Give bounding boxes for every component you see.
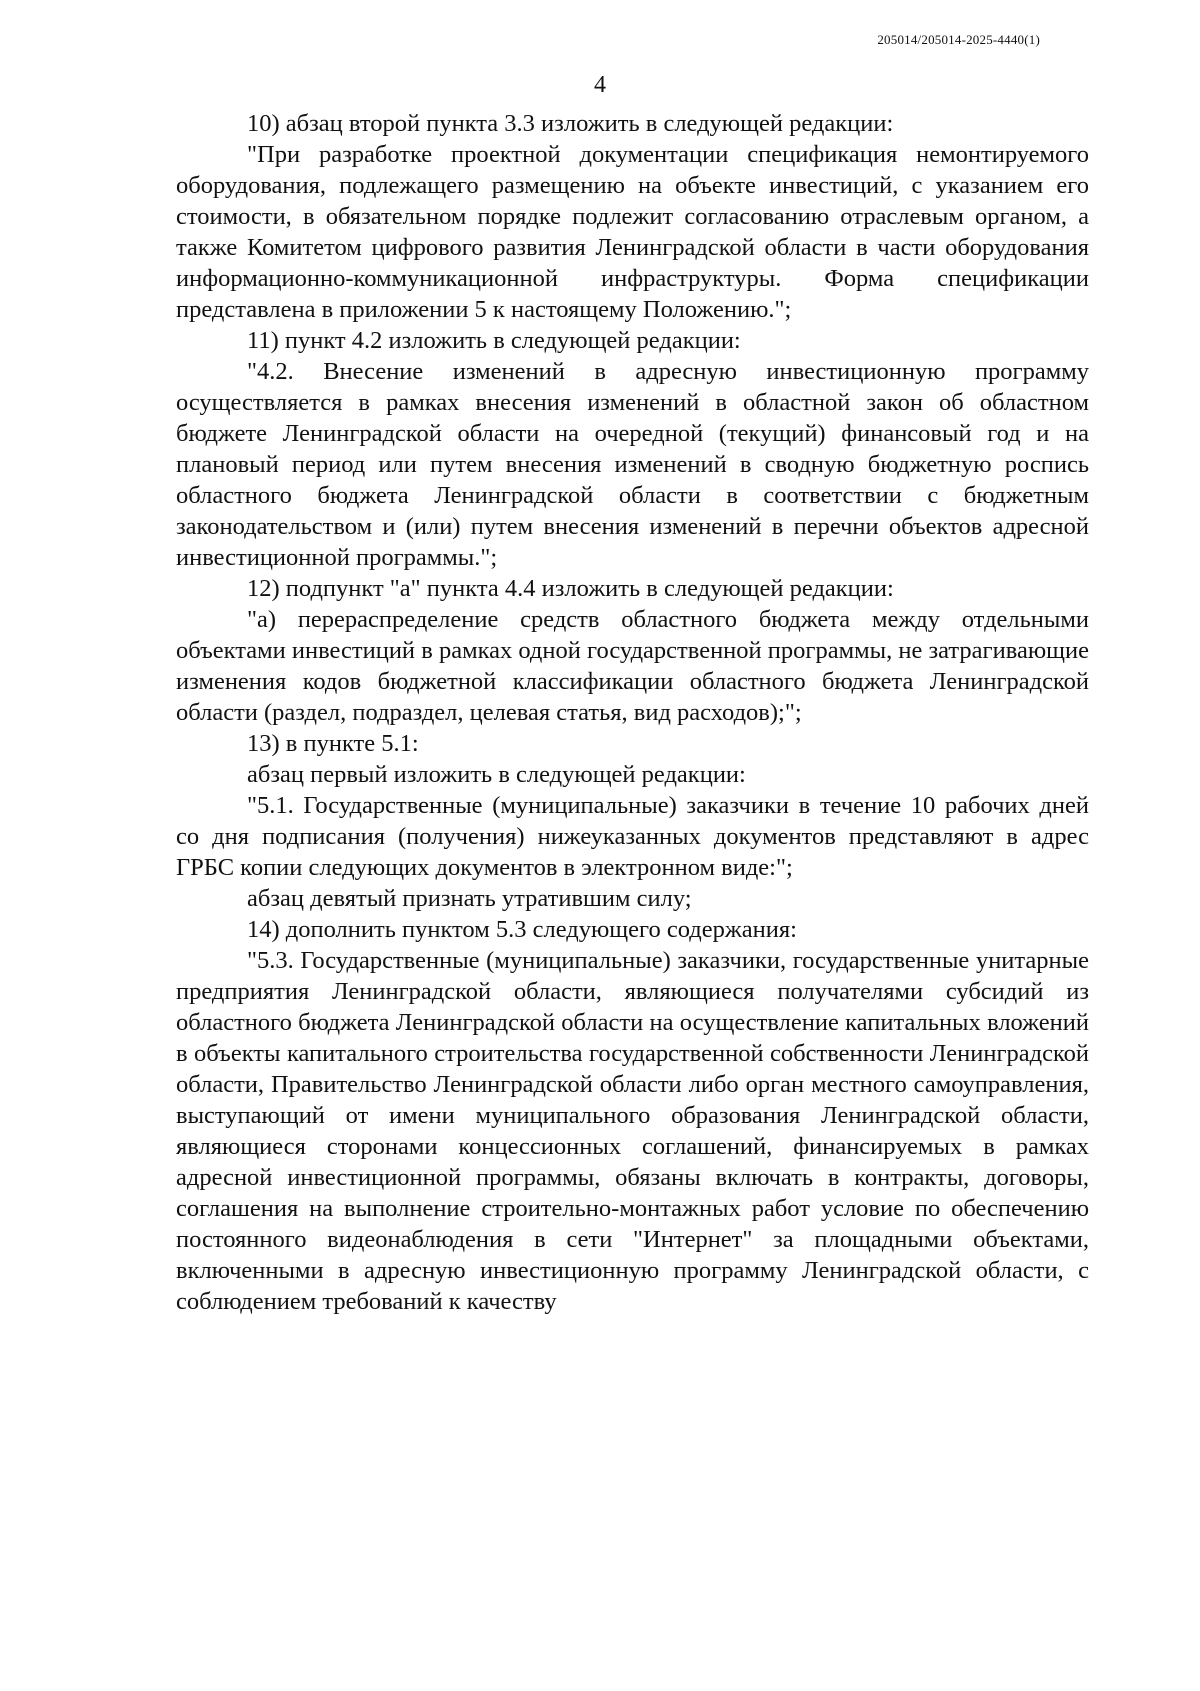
paragraph-item-12-text: "а) перераспределение средств областного бюджета между отдельными объектами инвестиций в рамках одной государственной программы, не затрагивающие изменения кодов бюджетной классификации областного бюджета Ленинградской области (раздел, подраздел, целевая статья, вид расходов);";: [176, 606, 1089, 726]
paragraph-item-11-heading: 11) пункт 4.2 изложить в следующей редакции:: [247, 327, 741, 354]
page-number: 4: [594, 72, 606, 98]
paragraph-item-11-text: "4.2. Внесение изменений в адресную инвестиционную программу осуществляется в рамках внесения изменений в областной закон об областном бюджете Ленинградской области на очередной (текущий) финансовый год и на плановый период или путем внесения изменений в сводную бюджетную роспись областного бюджета Ленинградской области в соответствии с бюджетным законодательством и (или) путем внесения изменений в перечни объектов адресной инвестиционной программы.";: [176, 358, 1089, 571]
paragraph-item-10-heading: 10) абзац второй пункта 3.3 изложить в следующей редакции:: [247, 110, 894, 137]
paragraph-item-12-heading: 12) подпункт "а" пункта 4.4 изложить в следующей редакции:: [247, 575, 894, 602]
paragraph-item-13-heading: 13) в пункте 5.1:: [247, 730, 419, 757]
paragraph-item-13-ninth: абзац девятый признать утратившим силу;: [247, 885, 692, 912]
paragraph-item-10-text: "При разработке проектной документации спецификация немонтируемого оборудования, подлежащего размещению на объекте инвестиций, с указанием его стоимости, в обязательном порядке подлежит согласованию отраслевым органом, а также Комитетом цифрового развития Ленинградской области в части оборудования информационно-коммуникационной инфраструктуры. Форма спецификации представлена в приложении 5 к настоящему Положению.";: [176, 141, 1089, 323]
document-registration-number: 205014/205014-2025-4440(1): [877, 32, 1040, 47]
paragraph-item-13-subheading: абзац первый изложить в следующей редакции:: [247, 761, 746, 788]
document-body: [176, 108, 1089, 1317]
paragraph-item-14-text: "5.3. Государственные (муниципальные) заказчики, государственные унитарные предприятия Ленинградской области, являющиеся получателями субсидий из областного бюджета Ленинградской области на осуществление капитальных вложений в объекты капитального строительства государственной собственности Ленинградской области, Правительство Ленинградской области либо орган местного самоуправления, выступающий от имени муниципального образования Ленинградской области, являющиеся сторонами концессионных соглашений, финансируемых в рамках адресной инвестиционной программы, обязаны включать в контракты, договоры, соглашения на выполнение строительно-монтажных работ условие по обеспечению постоянного видеонаблюдения в сети "Интернет" за площадными объектами, включенными в адресную инвестиционную программу Ленинградской области, с соблюдением требований к качеству: [176, 947, 1089, 1315]
paragraph-item-14-heading: 14) дополнить пунктом 5.3 следующего содержания:: [247, 916, 797, 943]
paragraph-item-13-text: "5.1. Государственные (муниципальные) заказчики в течение 10 рабочих дней со дня подписания (получения) нижеуказанных документов представляют в адрес ГРБС копии следующих документов в электронном виде:";: [176, 792, 1089, 881]
